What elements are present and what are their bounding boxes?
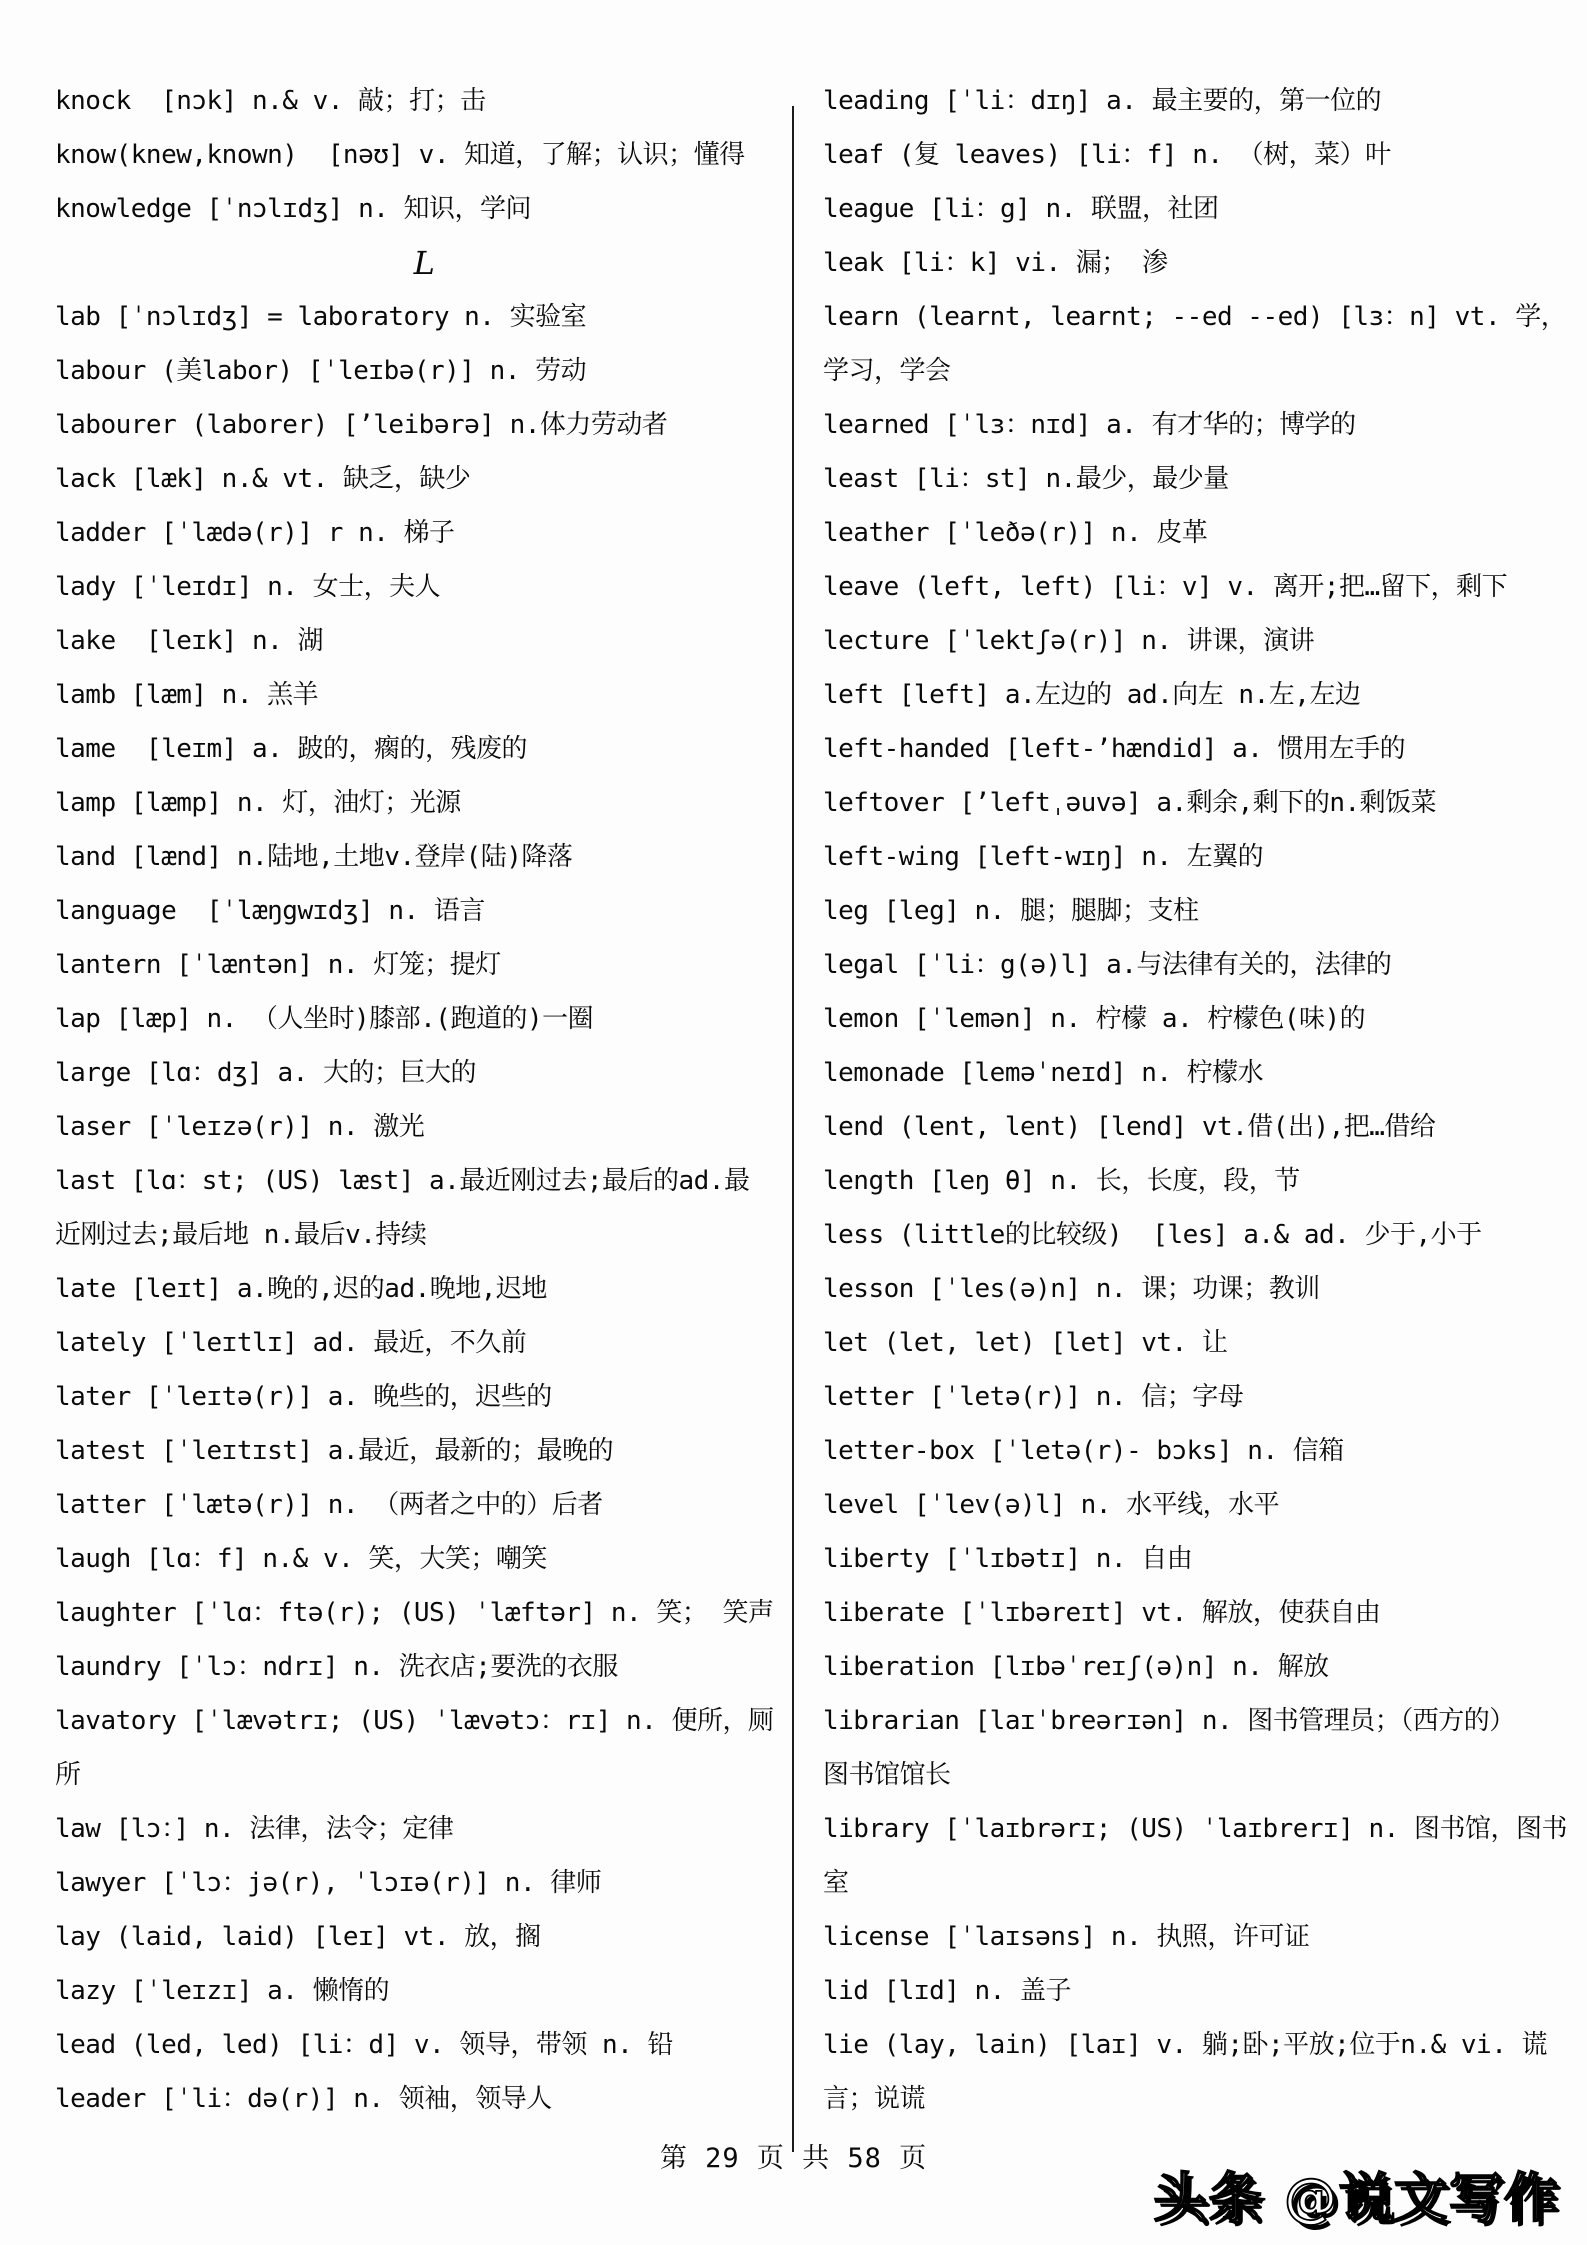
left-column — [55, 74, 793, 2126]
dict-line: left [left] a.左边的 ad.向左 n.左,左边 — [823, 680, 1361, 710]
dict-line: 所 — [55, 1760, 81, 1790]
dict-line: league [li：g] n. 联盟，社团 — [823, 194, 1219, 224]
dict-line: let (let, let) [let] vt. 让 — [823, 1328, 1228, 1358]
dict-line: less (little的比较级) [les] a.& ad. 少于,小于 — [823, 1220, 1482, 1250]
section-heading-L: L — [413, 244, 435, 282]
dict-line: 言；说谎 — [823, 2084, 926, 2114]
dict-line: leave (left, left) [li：v] v. 离开;把…留下，剩下 — [823, 572, 1508, 602]
dict-line: laundry [ˈlɔ：ndrɪ] n. 洗衣店;要洗的衣服 — [55, 1652, 618, 1682]
dict-line: leading [ˈli：dɪŋ] a. 最主要的，第一位的 — [823, 86, 1382, 116]
dict-line: leaf (复 leaves) [li：f] n. （树，菜）叶 — [823, 140, 1391, 170]
dict-line: lemonade [leməˈneɪd] n. 柠檬水 — [823, 1058, 1264, 1088]
dict-line: lend (lent, lent) [lend] vt.借(出),把…借给 — [823, 1112, 1436, 1142]
dict-line: law [lɔ：] n. 法律，法令；定律 — [55, 1814, 454, 1844]
dict-line: know(knew,known) [nəʊ] v. 知道，了解；认识；懂得 — [55, 140, 745, 170]
dict-line: library [ˈlaɪbrərɪ; (US) ˈlaɪbrerɪ] n. 图书馆，图书 — [823, 1814, 1567, 1844]
dict-line: latest [ˈleɪtɪst] a.最近，最新的；最晚的 — [55, 1436, 614, 1466]
dict-line: lately [ˈleɪtlɪ] ad. 最近，不久前 — [55, 1328, 527, 1358]
dict-line: lesson [ˈles(ə)n] n. 课；功课；教训 — [823, 1274, 1320, 1304]
dict-line: laughter [ˈlɑ：ftə(r); (US) ˈlæftər] n. 笑； 笑声 — [55, 1598, 774, 1628]
dict-line: language [ˈlæŋgwɪdʒ] n. 语言 — [55, 896, 485, 926]
dict-line: leather [ˈleðə(r)] n. 皮革 — [823, 518, 1208, 548]
dict-line: lavatory [ˈlævətrɪ; (US) ˈlævətɔ：rɪ] n. 便所，厕 — [55, 1706, 774, 1736]
dict-line: least [li：st] n.最少，最少量 — [823, 464, 1229, 494]
dict-line: lamb [læm] n. 羔羊 — [55, 680, 319, 710]
dict-line: late [leɪt] a.晚的,迟的ad.晚地,迟地 — [55, 1274, 547, 1304]
dict-line: laser [ˈleɪzə(r)] n. 激光 — [55, 1112, 425, 1142]
dict-line: liberation [lɪbəˈreɪʃ(ə)n] n. 解放 — [823, 1652, 1329, 1682]
dict-line: legal [ˈli：g(ə)l] a.与法律有关的，法律的 — [823, 950, 1392, 980]
dict-line: large [lɑ：dʒ] a. 大的；巨大的 — [55, 1058, 476, 1088]
dict-line: knock [nɔk] n.& v. 敲；打；击 — [55, 86, 486, 116]
dict-line: 学习，学会 — [823, 356, 951, 386]
dict-line: letter-box [ˈletə(r)- bɔks] n. 信箱 — [823, 1436, 1344, 1466]
column-divider — [792, 106, 794, 2152]
dict-line: lie (lay, lain) [laɪ] v. 躺;卧;平放;位于n.& vi. 谎 — [823, 2030, 1548, 2060]
dict-line: lap [læp] n. （人坐时)膝部.(跑道的)一圈 — [55, 1004, 594, 1034]
dict-line: lady [ˈleɪdɪ] n. 女士，夫人 — [55, 572, 441, 602]
dict-line: lack [læk] n.& vt. 缺乏，缺少 — [55, 464, 471, 494]
dict-line: lemon [ˈlemən] n. 柠檬 a. 柠檬色(味)的 — [823, 1004, 1366, 1034]
dict-line: license [ˈlaɪsəns] n. 执照，许可证 — [823, 1922, 1310, 1952]
page-number: 第 29 页 共 58 页 — [659, 2143, 928, 2174]
dict-line: lame [leɪm] a. 跛的，瘸的，残废的 — [55, 734, 527, 764]
dict-line: left-handed [left-’hændid] a. 惯用左手的 — [823, 734, 1406, 764]
dict-line: leftover [’leftˌəuvə] a.剩余,剩下的n.剩饭菜 — [823, 788, 1437, 818]
dict-line: learned [ˈlɜ：nɪd] a. 有才华的；博学的 — [823, 410, 1356, 440]
dict-line: lay (laid, laid) [leɪ] vt. 放，搁 — [55, 1922, 541, 1952]
dict-line: 室 — [823, 1868, 849, 1898]
dict-line: liberty [ˈlɪbətɪ] n. 自由 — [823, 1544, 1193, 1574]
dict-line: lead (led, led) [li：d] v. 领导，带领 n. 铅 — [55, 2030, 673, 2060]
dict-line: land [lænd] n.陆地,土地v.登岸(陆)降落 — [55, 842, 573, 872]
dict-line: left-wing [left-wɪŋ] n. 左翼的 — [823, 842, 1264, 872]
dict-line: librarian [laɪˈbreərɪən] n. 图书管理员；（西方的） — [823, 1706, 1515, 1736]
watermark: 头条 @说文写作 — [1153, 2168, 1559, 2229]
dict-line: labourer (laborer) [’leibərə] n.体力劳动者 — [55, 410, 668, 440]
dict-line: lid [lɪd] n. 盖子 — [823, 1976, 1071, 2006]
dict-line: labour (美labor) [ˈleɪbə(r)] n. 劳动 — [55, 356, 587, 386]
dict-line: ladder [ˈlædə(r)] r n. 梯子 — [55, 518, 455, 548]
dict-line: learn (learnt, learnt; --ed --ed) [lɜ：n] vt. 学， — [823, 302, 1567, 332]
dict-line: lawyer [ˈlɔ：jə(r), ˈlɔɪə(r)] n. 律师 — [55, 1868, 602, 1898]
dict-line: letter [ˈletə(r)] n. 信；字母 — [823, 1382, 1244, 1412]
dict-line: length [leŋ θ] n. 长，长度，段，节 — [823, 1166, 1300, 1196]
dict-line: last [lɑ：st; (US) læst] a.最近刚过去;最后的ad.最 — [55, 1166, 750, 1196]
dict-line: lake [leɪk] n. 湖 — [55, 626, 323, 656]
right-column — [823, 74, 1585, 2126]
dict-line: laugh [lɑ：f] n.& v. 笑，大笑；嘲笑 — [55, 1544, 547, 1574]
dict-line: lecture [ˈlektʃə(r)] n. 讲课，演讲 — [823, 626, 1315, 656]
dict-line: leg [leg] n. 腿；腿脚；支柱 — [823, 896, 1199, 926]
dict-line: 近刚过去;最后地 n.最后v.持续 — [55, 1220, 427, 1250]
dict-line: later [ˈleɪtə(r)] a. 晚些的，迟些的 — [55, 1382, 552, 1412]
dict-line: lamp [læmp] n. 灯，油灯；光源 — [55, 788, 461, 818]
dict-line: leak [li：k] vi. 漏； 渗 — [823, 248, 1168, 278]
dict-line: liberate [ˈlɪbəreɪt] vt. 解放，使获自由 — [823, 1598, 1381, 1628]
dict-line: lantern [ˈlæntən] n. 灯笼；提灯 — [55, 950, 501, 980]
dict-line: level [ˈlev(ə)l] n. 水平线，水平 — [823, 1490, 1280, 1520]
dict-line: leader [ˈli：də(r)] n. 领袖，领导人 — [55, 2084, 552, 2114]
dict-line: knowledge [ˈnɔlɪdʒ] n. 知识，学问 — [55, 194, 532, 224]
dict-line: 图书馆馆长 — [823, 1760, 951, 1790]
dict-line: latter [ˈlætə(r)] n. （两者之中的）后者 — [55, 1490, 603, 1520]
dict-line: lazy [ˈleɪzɪ] a. 懒惰的 — [55, 1976, 390, 2006]
dict-line: lab [ˈnɔlɪdʒ] = laboratory n. 实验室 — [55, 302, 587, 332]
